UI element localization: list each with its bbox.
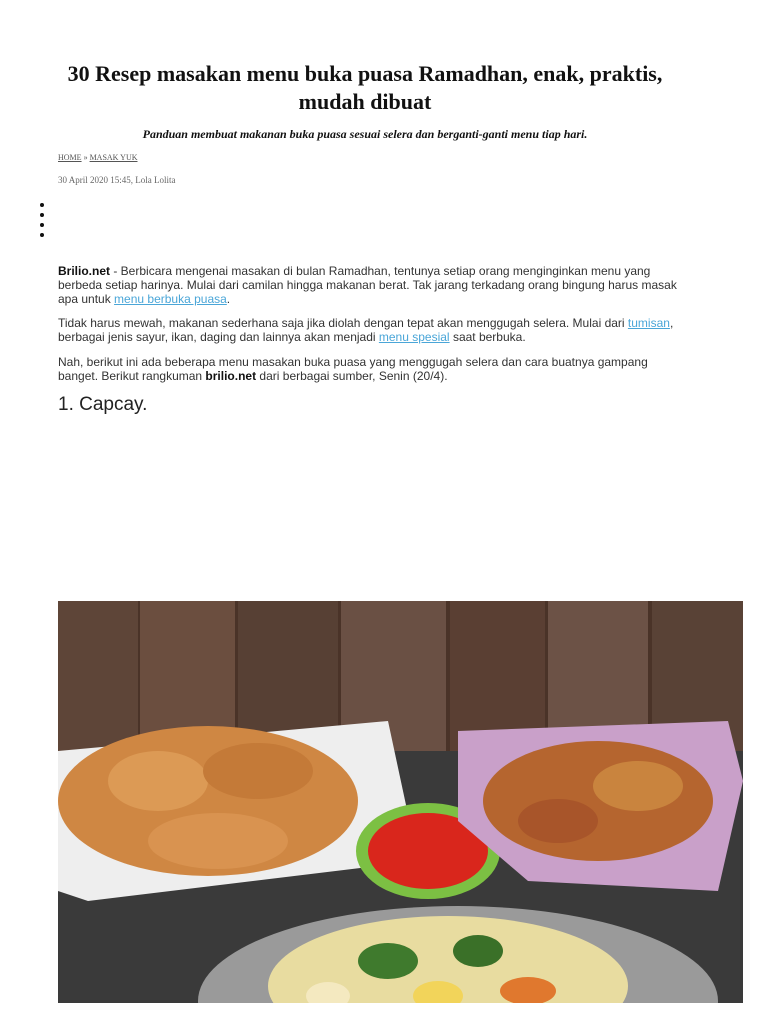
share-item[interactable] xyxy=(40,233,44,237)
paragraph-text: Nah, berikut ini ada beberapa menu masakan buka puasa yang menggugah selera dan cara buatnya gampang banget. Berikut rangkuman xyxy=(58,355,648,383)
tofu-piece xyxy=(518,799,598,843)
paragraph-text: . xyxy=(226,292,231,306)
tofu-dish xyxy=(483,741,713,861)
brand-name: Brilio.net xyxy=(58,264,111,278)
paragraph-text: - Berbicara mengenai masakan di bulan Ramadhan, tentunya setiap orang menginginkan menu yang berbeda setiap harinya. Mulai dari camilan hingga makanan berat. Tak jarang terkadang orang bingung harus masak apa untuk xyxy=(58,264,677,306)
fried-chicken-piece xyxy=(108,751,208,811)
share-item[interactable] xyxy=(40,213,44,217)
recipe-heading: 1. Capcay. xyxy=(58,394,148,415)
share-item[interactable] xyxy=(40,223,44,227)
paragraph-text: , berbagai jenis sayur, ikan, daging dan lainnya akan menjadi xyxy=(58,316,674,344)
fried-chicken-piece xyxy=(203,743,313,799)
broccoli xyxy=(453,935,503,967)
broccoli xyxy=(358,943,418,979)
menu-spesial-link[interactable]: menu spesial xyxy=(378,330,450,344)
breadcrumb-section-link[interactable]: MASAK YUK xyxy=(89,153,138,162)
fried-chicken-piece xyxy=(148,813,288,869)
breadcrumb-home-link[interactable]: HOME xyxy=(58,153,82,162)
paragraph-text: dari berbagai sumber, Senin (20/4). xyxy=(256,369,448,383)
paragraph-text: Tidak harus mewah, makanan sederhana saja jika diolah dengan tepat akan menggugah selera. Mulai dari xyxy=(58,316,628,330)
paragraph-intro xyxy=(58,264,678,306)
share-item[interactable] xyxy=(40,203,44,207)
paragraph-third xyxy=(58,355,678,383)
menu-berbuka-link[interactable]: menu berbuka puasa xyxy=(114,292,227,306)
breadcrumb-separator: » xyxy=(81,153,90,162)
paragraph-second xyxy=(58,316,678,344)
food-photo-illustration xyxy=(58,601,743,1003)
tumisan-link[interactable]: tumisan xyxy=(627,316,670,330)
article-subtitle: Panduan membuat makanan buka puasa sesuai selera dan berganti-ganti menu tiap hari. xyxy=(142,127,588,141)
wood-plank xyxy=(58,601,138,761)
breadcrumb xyxy=(58,153,138,162)
food-photo xyxy=(58,601,743,1003)
paragraph-text: saat berbuka. xyxy=(449,330,526,344)
article-title: 30 Resep masakan menu buka puasa Ramadhan, enak, praktis, mudah dibuat xyxy=(67,61,663,114)
article-meta: 30 April 2020 15:45, Lola Lolita xyxy=(58,175,176,185)
share-list xyxy=(40,203,44,243)
brand-name: brilio.net xyxy=(205,369,257,383)
tofu-piece xyxy=(593,761,683,811)
